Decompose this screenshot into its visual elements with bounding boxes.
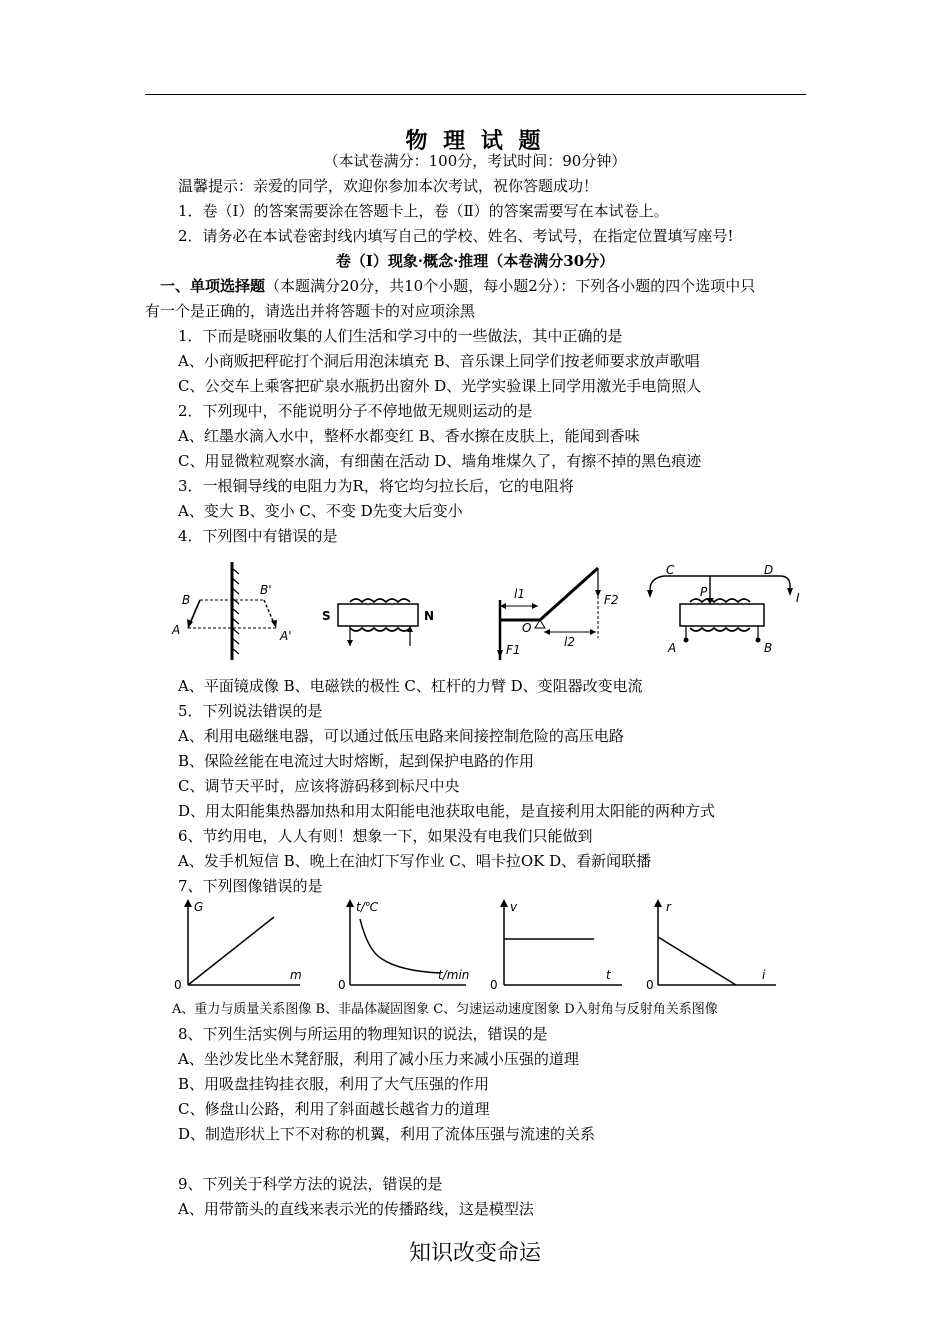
question-stem: 8、下列生活实例与所运用的物理知识的说法，错误的是 [178,1025,548,1043]
label-a: A [172,623,181,637]
question-option: A、用带箭头的直线来表示光的传播路线，这是模型法 [178,1200,534,1218]
label-n: N [424,609,435,623]
exam-info: （本试卷满分：100分，考试时间：90分钟） [323,152,627,170]
origin-label: 0 [646,978,654,992]
origin-label: 0 [490,978,498,992]
graph-reflection [646,899,776,992]
question-option: A、重力与质量关系图像 B、非晶体凝固图象 C、匀速运动速度图象 D入射角与反射角关系图像 [172,1002,718,1017]
footer-motto: 知识改变命运 [408,1241,541,1266]
question-stem: 2．下列现中，不能说明分子不停地做无规则运动的是 [178,402,533,420]
label-c: C [666,563,675,577]
label-i: I [796,591,800,605]
part1-heading: 一、单项选择题 [160,277,266,295]
page-title: 物 理 试 题 [405,128,545,154]
origin-label: 0 [338,978,346,992]
question-option: D、制造形状上下不对称的机翼，利用了流体压强与流速的关系 [178,1125,596,1143]
question-option: D、用太阳能集热器加热和用太阳能电池获取电能，是直接利用太阳能的两种方式 [178,802,716,820]
question-stem: 9、下列关于科学方法的说法，错误的是 [178,1175,443,1193]
figure-lever [497,568,619,660]
figure-electromagnet [322,599,434,646]
header-rule [145,94,806,95]
question-stem: 6、节约用电，人人有则！想象一下，如果没有电我们只能做到 [178,827,593,845]
question-option: B、保险丝能在电流过大时熔断，起到保护电路的作用 [178,752,535,770]
question-option: A、小商贩把秤砣打个洞后用泡沫填充 B、音乐课上同学们按老师要求放声歌唱 [178,352,700,370]
origin-label: 0 [174,978,182,992]
label-a-prime: A' [280,629,292,643]
axis-label-i: i [762,968,766,982]
question-stem: 7、下列图像错误的是 [178,877,323,895]
figure-mirror [171,562,292,660]
label-b: B [764,641,773,655]
question-stem: 5．下列说法错误的是 [178,702,323,720]
axis-label-m: m [290,968,302,982]
question-option: A、利用电磁继电器，可以通过低压电路来间接控制危险的高压电路 [178,727,624,745]
tip-line: 温馨提示：亲爱的同学，欢迎你参加本次考试，祝你答题成功！ [178,177,599,195]
label-s: S [322,609,331,623]
question-option: A、平面镜成像 B、电磁铁的极性 C、杠杆的力臂 D、变阻器改变电流 [178,677,643,695]
question-option: C、公交车上乘客把矿泉水瓶扔出窗外 D、光学实验课上同学用激光手电筒照人 [178,377,702,395]
figure-rheostat [647,563,800,655]
question-stem: 3．一根铜导线的电阻力为R，将它均匀拉长后，它的电阻将 [178,477,574,495]
part1-intro [160,276,755,296]
axis-label-time: t/min [438,968,470,982]
question-option: A、变大 B、变小 C、不变 D先变大后变小 [178,502,463,520]
question-stem: 1．下而是晓丽收集的人们生活和学习中的一些做法，其中正确的是 [178,327,623,345]
label-l2: l2 [564,635,575,649]
part1-desc: （本题满分20分，共10个小题，每小题2分）：下列各小题的四个选项中只 [265,277,756,295]
question-option: C、用显微粒观察水滴，有细菌在活动 D、墙角堆煤久了，有擦不掉的黑色痕迹 [178,452,702,470]
label-p: P [700,585,708,599]
graph-velocity [490,899,622,992]
axis-label-v: v [510,900,518,914]
tip-line: 2．请务必在本试卷密封线内填写自己的学校、姓名、考试号，在指定位置填写座号! [178,227,734,245]
question-stem: 4．下列图中有错误的是 [178,527,338,545]
label-f1: F1 [506,643,521,657]
graph-cooling [338,899,469,992]
axis-label-t: t [606,968,611,982]
question-option: C、调节天平时，应该将游码移到标尺中央 [178,777,460,795]
label-d: D [764,563,774,577]
tip-line: 1．卷（I）的答案需要涂在答题卡上，卷（Ⅱ）的答案需要写在本试卷上。 [178,202,669,220]
axis-label-temp: t/℃ [356,900,379,914]
figure-q4 [160,560,800,670]
question-option: A、发手机短信 B、晚上在油灯下写作业 C、唱卡拉OK D、看新闻联播 [178,852,652,870]
label-b: B [182,593,191,607]
question-option: A、坐沙发比坐木凳舒服，利用了减小压力来减小压强的道理 [178,1050,579,1068]
label-l1: l1 [514,587,525,601]
part1-desc-cont: 有一个是正确的，请选出并将答题卡的对应项涂黑 [145,302,476,320]
label-a: A [668,641,677,655]
question-option: B、用吸盘挂钩挂衣服，利用了大气压强的作用 [178,1075,490,1093]
axis-label-r: r [666,900,671,914]
graph-gravity-mass [174,899,302,992]
label-o: O [522,621,532,635]
label-b-prime: B' [260,583,272,597]
question-option: C、修盘山公路，利用了斜面越长越省力的道理 [178,1100,490,1118]
label-f2: F2 [604,593,619,607]
question-option: A、红墨水滴入水中，整杯水都变红 B、香水擦在皮肤上，能闻到香味 [178,427,640,445]
section-title: 卷（I）现象·概念·推理（本卷满分30分） [335,252,615,270]
figure-q7 [170,895,810,995]
axis-label-g: G [194,900,204,914]
